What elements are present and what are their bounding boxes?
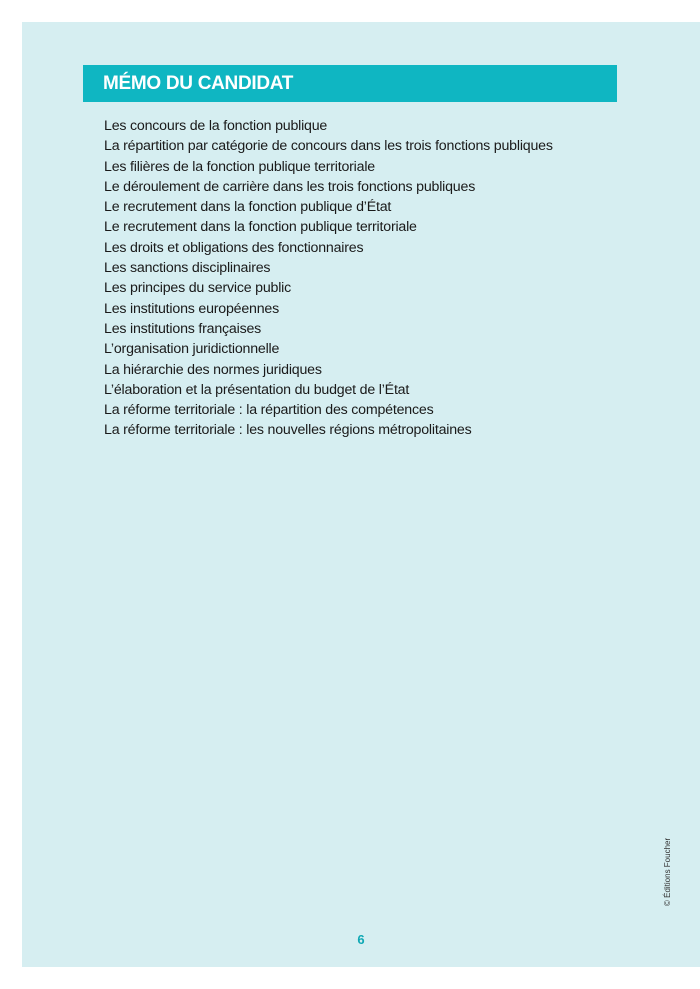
- section-title: MÉMO DU CANDIDAT: [103, 72, 294, 94]
- topic-item: La réforme territoriale : les nouvelles régions métropolitaines: [104, 422, 472, 439]
- topic-item: Le recrutement dans la fonction publique territoriale: [104, 219, 417, 236]
- document-page: [22, 22, 700, 967]
- topic-item: La hiérarchie des normes juridiques: [104, 361, 322, 378]
- topic-item: La répartition par catégorie de concours dans les trois fonctions publiques: [104, 138, 553, 155]
- topic-item: Les institutions européennes: [104, 300, 280, 317]
- topic-item: Les droits et obligations des fonctionnaires: [104, 239, 364, 256]
- topic-item: Les concours de la fonction publique: [104, 118, 328, 134]
- topic-item: Le recrutement dans la fonction publique d’État: [104, 199, 392, 216]
- topic-item: La réforme territoriale : la répartition des compétences: [104, 402, 434, 419]
- topic-item: L’organisation juridictionnelle: [104, 341, 280, 358]
- topic-item: Les institutions françaises: [104, 320, 262, 337]
- topic-list: [104, 116, 553, 441]
- topic-item: Les principes du service public: [104, 280, 292, 297]
- topic-item: L’élaboration et la présentation du budget de l’État: [104, 381, 410, 398]
- section-header: [83, 65, 617, 102]
- copyright-notice: © Éditions Foucher: [663, 837, 672, 906]
- topic-item: Le déroulement de carrière dans les trois fonctions publiques: [104, 178, 476, 195]
- page-number: 6: [357, 932, 365, 947]
- topic-item: Les sanctions disciplinaires: [104, 260, 271, 277]
- topic-item: Les filières de la fonction publique territoriale: [104, 158, 375, 175]
